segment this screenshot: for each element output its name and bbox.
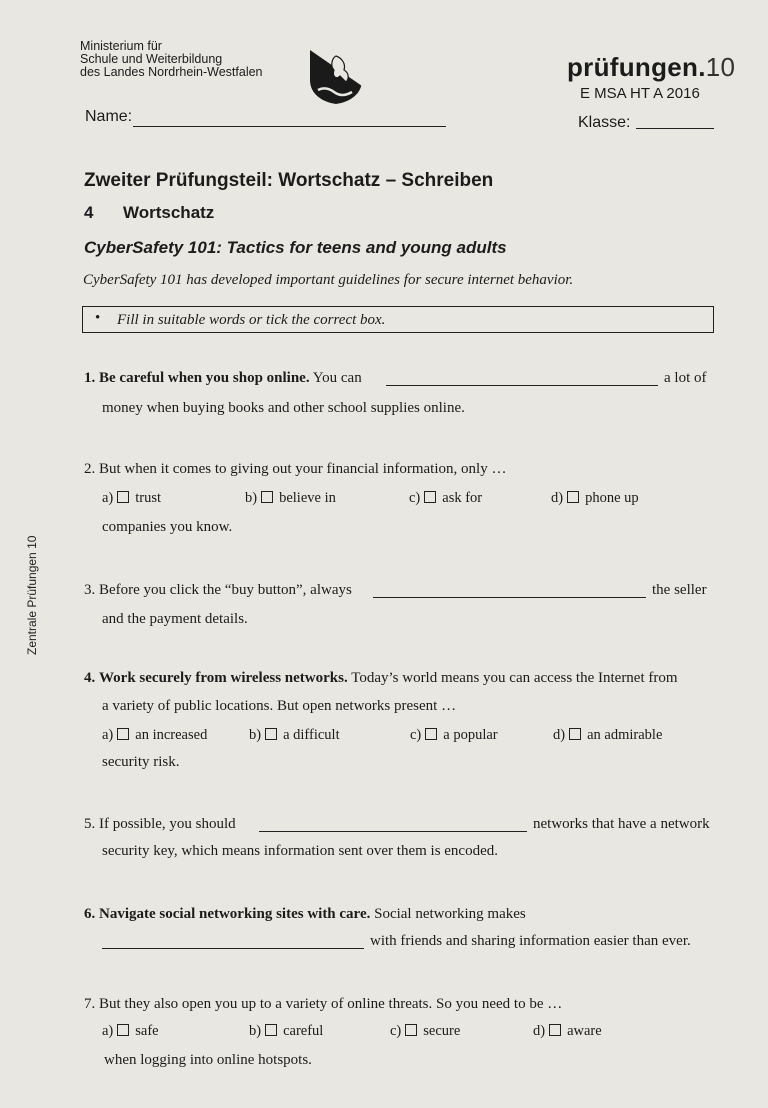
q4-checkbox-d[interactable] xyxy=(569,728,581,740)
q7-option-d-label: aware xyxy=(567,1023,602,1039)
q2-text: 2. But when it comes to giving out your financial information, only … xyxy=(84,461,507,477)
bullet: • xyxy=(95,310,101,326)
q6-number: 6. xyxy=(84,906,96,922)
side-label-text: Zentrale Prüfungen 10 xyxy=(25,535,39,655)
q2-option-c-letter: c) xyxy=(409,490,421,506)
q4-option-a[interactable] xyxy=(102,727,207,744)
q7-option-c[interactable] xyxy=(390,1023,460,1040)
q4-checkbox-c[interactable] xyxy=(425,728,437,740)
q5-after: networks that have a network xyxy=(533,816,710,832)
q2-option-c[interactable] xyxy=(409,490,482,507)
ministry-line-2: Schule und Weiterbildung xyxy=(80,52,223,66)
q4-option-d-letter: d) xyxy=(553,727,566,743)
q7-option-a[interactable] xyxy=(102,1023,159,1040)
q1-text: You can xyxy=(312,370,362,386)
question-1 xyxy=(84,370,362,387)
q2-option-d-letter: d) xyxy=(551,490,564,506)
q2-option-b[interactable] xyxy=(245,490,336,507)
q4-option-c[interactable] xyxy=(410,727,498,744)
name-label: Name: xyxy=(85,108,133,125)
q2-option-c-label: ask for xyxy=(442,490,483,506)
q4-option-b-label: a difficult xyxy=(283,727,340,743)
task-instruction-box xyxy=(82,306,714,333)
q5-text: 5. If possible, you should xyxy=(84,816,236,832)
q7-option-c-letter: c) xyxy=(390,1023,402,1039)
q7-line2: when logging into online hotspots. xyxy=(104,1052,312,1068)
q3-after: the seller xyxy=(652,582,707,598)
q2-option-b-letter: b) xyxy=(245,490,258,506)
q2-checkbox-c[interactable] xyxy=(424,491,436,503)
q4-option-a-letter: a) xyxy=(102,727,114,743)
q3-answer-blank[interactable] xyxy=(373,585,646,598)
ministry-line-3: des Landes Nordrhein-Westfalen xyxy=(80,65,263,79)
q2-option-a-label: trust xyxy=(135,490,162,506)
q2-option-d-label: phone up xyxy=(585,490,639,506)
q4-line2: a variety of public locations. But open networks present … xyxy=(102,698,457,714)
q4-option-c-letter: c) xyxy=(410,727,422,743)
q7-text: 7. But they also open you up to a variety of online threats. So you need to be … xyxy=(84,996,563,1012)
q4-text: Today’s world means you can access the Internet from xyxy=(351,670,678,686)
q7-checkbox-c[interactable] xyxy=(405,1024,417,1036)
q6-bold: Navigate social networking sites with care. xyxy=(99,906,371,922)
klasse-label: Klasse: xyxy=(578,114,631,131)
brand-text: prüfungen. xyxy=(567,52,706,82)
q1-bold: Be careful when you shop online. xyxy=(99,370,310,386)
q4-option-d[interactable] xyxy=(553,727,662,744)
klasse-field[interactable] xyxy=(636,128,714,129)
q7-option-b-label: careful xyxy=(283,1023,324,1039)
q7-option-b[interactable] xyxy=(249,1023,323,1040)
q1-number: 1. xyxy=(84,370,96,386)
q1-answer-blank[interactable] xyxy=(386,373,658,386)
q7-checkbox-b[interactable] xyxy=(265,1024,277,1036)
q7-checkbox-a[interactable] xyxy=(117,1024,129,1036)
brand-number: 10 xyxy=(705,52,736,82)
name-field[interactable] xyxy=(133,126,446,127)
q4-option-b-letter: b) xyxy=(249,727,262,743)
q4-option-c-label: a popular xyxy=(443,727,498,743)
q2-option-d[interactable] xyxy=(551,490,639,507)
q4-bold: Work securely from wireless networks. xyxy=(99,670,348,686)
q1-after: a lot of xyxy=(664,370,707,386)
q5-answer-blank[interactable] xyxy=(259,819,527,832)
intro-text: CyberSafety 101 has developed important guidelines for secure internet behavior. xyxy=(83,272,574,288)
q6-text: Social networking makes xyxy=(374,906,526,922)
q2-checkbox-d[interactable] xyxy=(567,491,579,503)
q7-option-b-letter: b) xyxy=(249,1023,262,1039)
q6-after: with friends and sharing information easier than ever. xyxy=(370,933,691,949)
q7-checkbox-d[interactable] xyxy=(549,1024,561,1036)
article-subtitle: CyberSafety 101: Tactics for teens and young adults xyxy=(84,238,507,257)
q4-number: 4. xyxy=(84,670,96,686)
q4-checkbox-a[interactable] xyxy=(117,728,129,740)
q2-option-a[interactable] xyxy=(102,490,161,507)
q3-text: 3. Before you click the “buy button”, always xyxy=(84,582,352,598)
question-4 xyxy=(84,670,678,687)
q2-option-b-label: believe in xyxy=(279,490,336,506)
q2-option-a-letter: a) xyxy=(102,490,114,506)
q7-option-a-label: safe xyxy=(135,1023,159,1039)
exam-code: E MSA HT A 2016 xyxy=(580,85,700,102)
q4-line3: security risk. xyxy=(102,754,180,770)
q3-line2: and the payment details. xyxy=(102,611,248,627)
section-title: Wortschatz xyxy=(123,203,215,222)
q7-option-c-label: secure xyxy=(423,1023,461,1039)
ministry-name xyxy=(80,40,263,79)
q4-checkbox-b[interactable] xyxy=(265,728,277,740)
q4-option-b[interactable] xyxy=(249,727,340,744)
q2-line2: companies you know. xyxy=(102,519,233,535)
q4-option-a-label: an increased xyxy=(135,727,208,743)
q7-option-d-letter: d) xyxy=(533,1023,546,1039)
q6-answer-blank[interactable] xyxy=(102,936,364,949)
nrw-coat-of-arms-logo xyxy=(306,46,366,106)
q7-option-a-letter: a) xyxy=(102,1023,114,1039)
brand-logo xyxy=(567,52,735,83)
q4-option-d-label: an admirable xyxy=(587,727,663,743)
q5-line2: security key, which means information sent over them is encoded. xyxy=(102,843,498,859)
ministry-line-1: Ministerium für xyxy=(80,39,162,53)
task-instruction: Fill in suitable words or tick the correct box. xyxy=(117,312,386,328)
part-title: Zweiter Prüfungsteil: Wortschatz – Schreiben xyxy=(84,170,494,191)
section-number: 4 xyxy=(84,203,94,222)
side-label xyxy=(6,535,46,655)
q2-checkbox-a[interactable] xyxy=(117,491,129,503)
q2-checkbox-b[interactable] xyxy=(261,491,273,503)
question-6 xyxy=(84,906,526,923)
q1-line2: money when buying books and other school supplies online. xyxy=(102,400,465,416)
q7-option-d[interactable] xyxy=(533,1023,602,1040)
